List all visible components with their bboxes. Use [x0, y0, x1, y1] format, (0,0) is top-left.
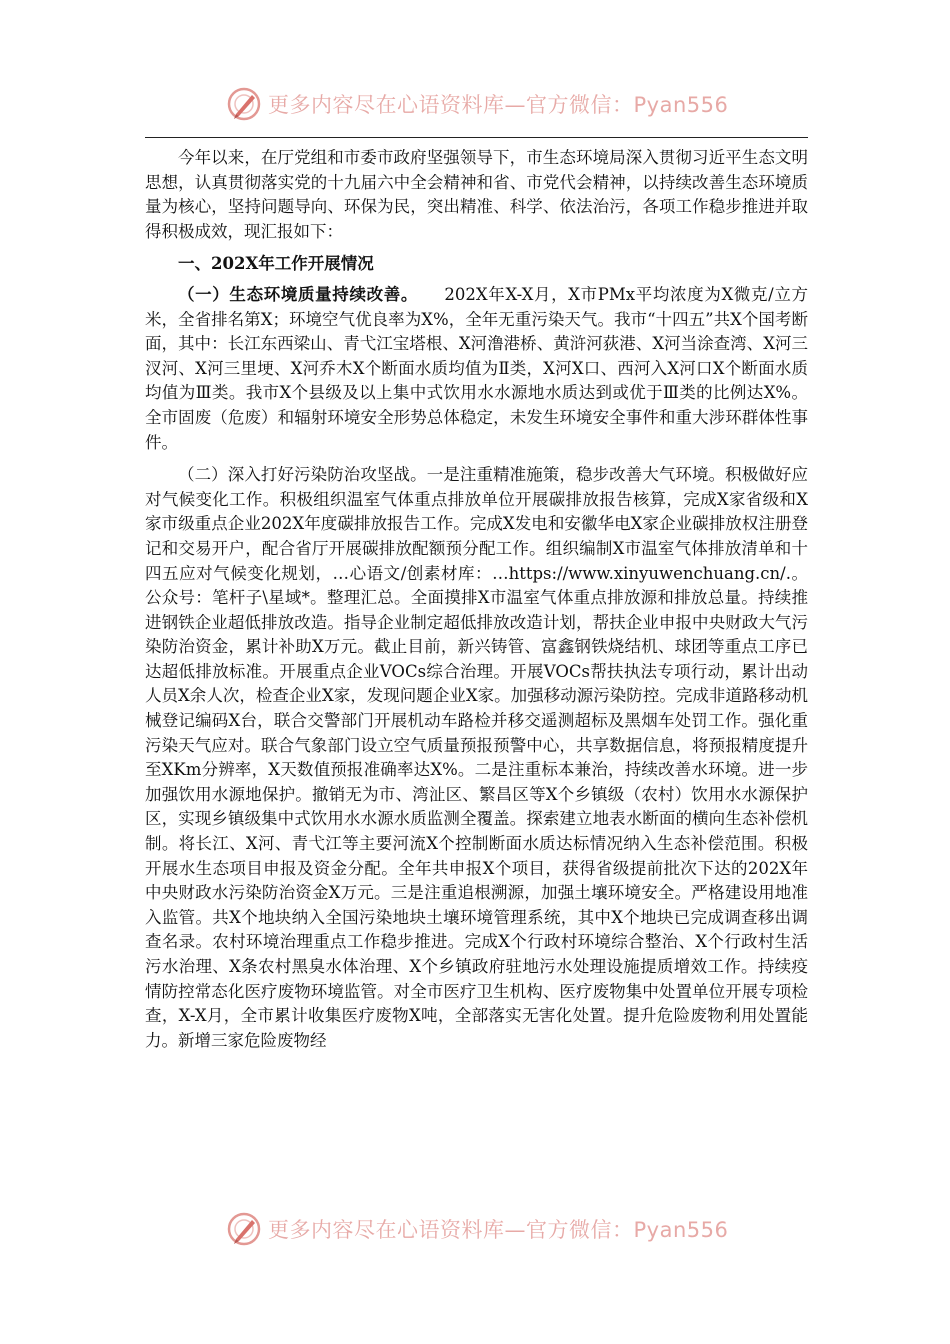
subsection-2-paragraph: （二）深入打好污染防治攻坚战。一是注重精准施策，稳步改善大气环境。积极做好应对气候变化工作。积极组织温室气体重点排放单位开展碳排放报告核算，完成X家省级和X家市级重点企业202X年度碳排放报告工作。完成X发电和安徽华电X家企业碳排放权注册登记和交易开户，配合省厅开展碳排放配额预分配工作。组织编制X市温室气体排放清单和十四五应对气候变化规划，…心语文/创素材库：…https://www.xinyuwenchuang.cn/.。公众号：笔杆子\星域*。整理汇总。全面摸排X市温室气体重点排放源和排放总量。持续推进钢铁企业超低排放改造。指导企业制定超低排放改造计划，帮扶企业申报中央财政大气污染防治资金，累计补助X万元。截止目前，新兴铸管、富鑫钢铁烧结机、球团等重点工序已达超低排放标准。开展重点企业VOCs综合治理。开展VOCs帮扶执法专项行动，累计出动人员X余人次，检查企业X家，发现问题企业X家。加强移动源污染防控。完成非道路移动机械登记编码X台，联合交警部门开展机动车路检并移交遥测超标及黑烟车处罚工作。强化重污染天气应对。联合气象部门设立空气质量预报预警中心，共享数据信息，将预报精度提升至XKm分辨率，X天数值预报准确率达X%。二是注重标本兼治，持续改善水环境。进一步加强饮用水源地保护。撤销无为市、湾沚区、繁昌区等X个乡镇级（农村）饮用水水源保护区，实现乡镇级集中式饮用水水源水质监测全覆盖。探索建立地表水断面的横向生态补偿机制。将长江、X河、青弋江等主要河流X个控制断面水质达标情况纳入生态补偿范围。积极开展水生态项目申报及资金分配。全年共申报X个项目，获得省级提前批次下达的202X年中央财政水污染防治资金X万元。三是注重追根溯源，加强土壤环境安全。严格建设用地准入监管。共X个地块纳入全国污染地块土壤环境管理系统，其中X个地块已完成调查移出调查名录。农村环境治理重点工作稳步推进。完成X个行政村环境综合整治、X个行政村生活污水治理、X条农村黑臭水体治理、X个乡镇政府驻地污水处理设施提质增效工作。持续疫情防控常态化医疗废物环境监管。对全市医疗卫生机构、医疗废物集中处置单位开展专项检查，X-X月，全市累计收集医疗废物X吨，全部落实无害化处置。提升危险废物利用处置能力。新增三家危险废物经: [145, 465, 808, 1050]
watermark-text: 更多内容尽在心语资料库—官方微信：Pyan556: [268, 1218, 729, 1242]
footer-watermark: [226, 1209, 728, 1249]
pen-logo-icon: [226, 86, 262, 122]
document-body: [145, 146, 808, 1053]
header-watermark: [226, 84, 728, 124]
subsection-1-text: 202X年X-X月，X市PMx平均浓度为X微克/立方米，全省排名第X；环境空气优良率为X%，全年无重污染天气。我市“十四五”共X个国考断面，其中：长江东西梁山、青弋江宝塔根、X河澛港桥、黄浒河荻港、X河当涂查湾、X河三汊河、X河三里埂、X河乔木X个断面水质均值为Ⅱ类，X河X口、西河入X河口X个断面水质均值为Ⅲ类。我市X个县级及以上集中式饮用水水源地水质达到或优于Ⅲ类的比例达X%。全市固废（危废）和辐射环境安全形势总体稳定，未发生环境安全事件和重大涉环群体性事件。: [145, 284, 809, 452]
watermark-text: 更多内容尽在心语资料库—官方微信：Pyan556: [268, 93, 729, 117]
intro-paragraph: 今年以来，在厅党组和市委市政府坚强领导下，市生态环境局深入贯彻习近平生态文明思想，认真贯彻落实党的十九届六中全会精神和省、市党代会精神，以持续改善生态环境质量为核心，坚持问题导向、环保为民，突出精准、科学、依法治污，各项工作稳步推进并取得积极成效，现汇报如下：: [145, 148, 808, 241]
subsection-1-paragraph: [145, 283, 808, 455]
header-rule: [145, 137, 808, 138]
pen-logo-icon: [226, 1211, 262, 1247]
section-heading: 一、202X年工作开展情况: [178, 254, 374, 274]
subsection-1-heading: （一）生态环境质量持续改善。: [178, 284, 419, 304]
